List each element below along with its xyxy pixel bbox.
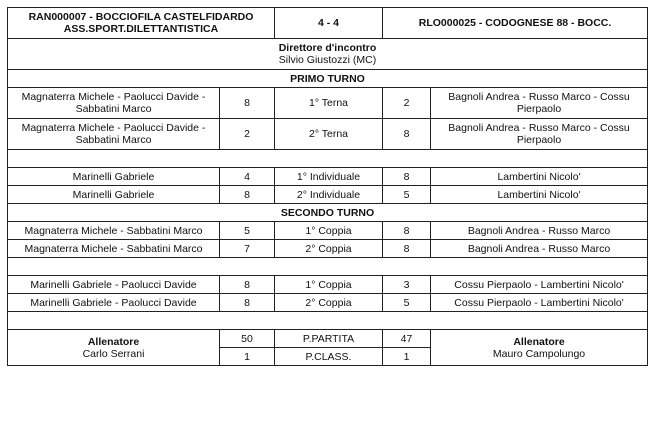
home-score: 7 — [220, 240, 275, 258]
home-players: Marinelli Gabriele — [8, 168, 220, 186]
home-score: 8 — [220, 186, 275, 204]
table-row — [8, 222, 648, 240]
home-score: 8 — [220, 88, 275, 119]
away-score: 8 — [383, 168, 431, 186]
away-partita-points: 47 — [383, 330, 431, 348]
second-round-title-row — [8, 204, 648, 222]
away-players: Cossu Pierpaolo - Lambertini Nicolo' — [431, 276, 648, 294]
away-players: Bagnoli Andrea - Russo Marco - Cossu Pierpaolo — [431, 119, 648, 150]
away-score: 3 — [383, 276, 431, 294]
table-row — [8, 168, 648, 186]
away-coach-label: Allenatore — [513, 335, 565, 348]
home-players: Magnaterra Michele - Sabbatini Marco — [8, 222, 220, 240]
away-score: 8 — [383, 119, 431, 150]
home-coach-cell — [8, 330, 220, 366]
class-label: P.CLASS. — [275, 348, 383, 366]
match-score: 4 - 4 — [275, 8, 383, 39]
table-row — [8, 240, 648, 258]
home-score: 5 — [220, 222, 275, 240]
away-score: 8 — [383, 222, 431, 240]
game-type: 1° Terna — [275, 88, 383, 119]
second-round-title: SECONDO TURNO — [8, 204, 648, 222]
game-type: 1° Coppia — [275, 222, 383, 240]
table-row — [8, 276, 648, 294]
game-type: 1° Coppia — [275, 276, 383, 294]
away-score: 2 — [383, 88, 431, 119]
away-players: Lambertini Nicolo' — [431, 186, 648, 204]
header-row — [8, 8, 648, 39]
home-score: 8 — [220, 294, 275, 312]
game-type: 2° Coppia — [275, 294, 383, 312]
home-coach-label: Allenatore — [87, 335, 140, 348]
home-score: 8 — [220, 276, 275, 294]
director-row — [8, 39, 648, 70]
home-players: Magnaterra Michele - Sabbatini Marco — [8, 240, 220, 258]
away-players: Bagnoli Andrea - Russo Marco — [431, 222, 648, 240]
spacer-row — [8, 150, 648, 168]
away-coach-name: Mauro Campolungo — [492, 347, 586, 360]
home-players: Magnaterra Michele - Paolucci Davide - Sabbatini Marco — [8, 119, 220, 150]
home-partita-points: 50 — [220, 330, 275, 348]
away-score: 5 — [383, 294, 431, 312]
footer-row-partita — [8, 330, 648, 348]
partita-label: P.PARTITA — [275, 330, 383, 348]
director-name: Silvio Giustozzi (MC) — [278, 54, 377, 66]
match-report-table — [7, 7, 648, 366]
game-type: 2° Coppia — [275, 240, 383, 258]
away-players: Bagnoli Andrea - Russo Marco - Cossu Pierpaolo — [431, 88, 648, 119]
away-players: Lambertini Nicolo' — [431, 168, 648, 186]
home-players: Magnaterra Michele - Paolucci Davide - Sabbatini Marco — [8, 88, 220, 119]
first-round-title: PRIMO TURNO — [8, 70, 648, 88]
spacer-row — [8, 312, 648, 330]
away-coach-cell — [431, 330, 648, 366]
away-score: 5 — [383, 186, 431, 204]
table-row — [8, 186, 648, 204]
away-team-name: RLO000025 - CODOGNESE 88 - BOCC. — [383, 8, 648, 39]
away-players: Cossu Pierpaolo - Lambertini Nicolo' — [431, 294, 648, 312]
game-type: 2° Individuale — [275, 186, 383, 204]
director-cell — [8, 39, 648, 70]
home-score: 4 — [220, 168, 275, 186]
table-row — [8, 88, 648, 119]
home-team-name: RAN000007 - BOCCIOFILA CASTELFIDARDO ASS.SPORT.DILETTANTISTICA — [8, 8, 275, 39]
game-type: 1° Individuale — [275, 168, 383, 186]
home-players: Marinelli Gabriele - Paolucci Davide — [8, 276, 220, 294]
table-row — [8, 294, 648, 312]
home-players: Marinelli Gabriele — [8, 186, 220, 204]
home-coach-name: Carlo Serrani — [82, 347, 145, 360]
home-score: 2 — [220, 119, 275, 150]
home-class-points: 1 — [220, 348, 275, 366]
away-score: 8 — [383, 240, 431, 258]
away-class-points: 1 — [383, 348, 431, 366]
first-round-title-row — [8, 70, 648, 88]
table-row — [8, 119, 648, 150]
game-type: 2° Terna — [275, 119, 383, 150]
director-label: Direttore d'incontro — [278, 42, 377, 54]
home-players: Marinelli Gabriele - Paolucci Davide — [8, 294, 220, 312]
spacer-row — [8, 258, 648, 276]
away-players: Bagnoli Andrea - Russo Marco — [431, 240, 648, 258]
